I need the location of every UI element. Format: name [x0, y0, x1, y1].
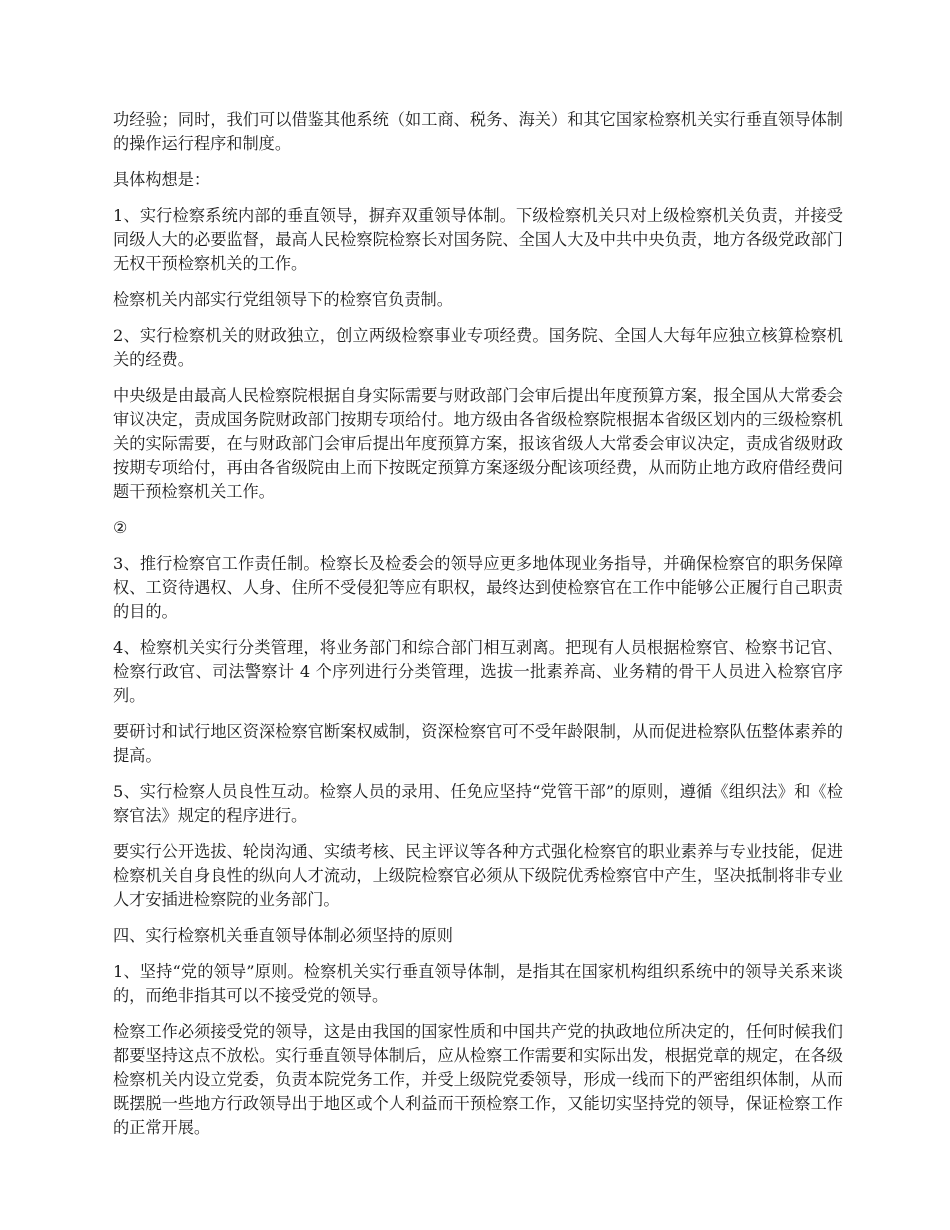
- paragraph-item-2-detail: 中央级是由最高人民检察院根据自身实际需要与财政部门会审后提出年度预算方案，报全国从大常委会审议决定，责成国务院财政部门按期专项给付。地方级由各省级检察院根据本省级区划内的三级检察机关的实际需要，在与财政部门会审后提出年度预算方案，报该省级人大常委会审议决定，责成省级财政按期专项给付，再由各省级院由上而下按既定预算方案逐级分配该项经费，从而防止地方政府借经费问题干预检察机关工作。: [113, 386, 843, 501]
- paragraph-item-5: 5、实行检察人员良性互动。检察人员的录用、任免应坚持“党管干部”的原则，遵循《组织法》和《检察官法》规定的程序进行。: [113, 782, 843, 825]
- paragraph-continuation: 功经验；同时，我们可以借鉴其他系统（如工商、税务、海关）和其它国家检察机关实行垂直领导体制的操作运行程序和制度。: [113, 110, 843, 153]
- paragraph-item-2: 2、实行检察机关的财政独立，创立两级检察事业专项经费。国务院、全国人大每年应独立核算检察机关的经费。: [113, 326, 843, 369]
- footnote-marker: ②: [113, 518, 128, 537]
- paragraph-item-3: 3、推行检察官工作责任制。检察长及检委会的领导应更多地体现业务指导，并确保检察官的职务保障权、工资待遇权、人身、住所不受侵犯等应有职权，最终达到使检察官在工作中能够公正履行自己职责的目的。: [113, 554, 843, 621]
- paragraph-principle-1-detail: 检察工作必须接受党的领导，这是由我国的国家性质和中国共产党的执政地位所决定的，任何时候我们都要坚持这点不放松。实行垂直领导体制后，应从检察工作需要和实际出发，根据党章的规定，在各级检察机关内设立党委，负责本院党务工作，并受上级院党委领导，形成一线而下的严密组织体制，从而既摆脱一些地方行政领导出于地区或个人利益而干预检察工作，又能切实坚持党的领导，保证检察工作的正常开展。: [113, 1022, 843, 1137]
- paragraph-item-1: 1、实行检察系统内部的垂直领导，摒弃双重领导体制。下级检察机关只对上级检察机关负责，并接受同级人大的必要监督，最高人民检察院检察长对国务院、全国人大及中共中央负责，地方各级党政部门无权干预检察机关的工作。: [113, 206, 843, 273]
- section-heading: 四、实行检察机关垂直领导体制必须坚持的原则: [113, 926, 453, 945]
- paragraph-item-1-detail: 检察机关内部实行党组领导下的检察官负责制。: [113, 290, 453, 309]
- paragraph-principle-1: 1、坚持“党的领导”原则。检察机关实行垂直领导体制，是指其在国家机构组织系统中的领导关系来谈的，而绝非指其可以不接受党的领导。: [113, 962, 843, 1005]
- paragraph-outline-intro: 具体构想是：: [113, 170, 211, 189]
- paragraph-item-5-detail: 要实行公开选拔、轮岗沟通、实绩考核、民主评议等各种方式强化检察官的职业素养与专业技能，促进检察机关自身良性的纵向人才流动，上级院检察官必须从下级院优秀检察官中产生，坚决抵制将非专业人才安插进检察院的业务部门。: [113, 842, 843, 909]
- paragraph-item-4: 4、检察机关实行分类管理，将业务部门和综合部门相互剥离。把现有人员根据检察官、检察书记官、检察行政官、司法警察计 4 个序列进行分类管理，选拔一批素养高、业务精的骨干人员进入检察官序列。: [113, 638, 843, 705]
- document-page: [113, 108, 843, 1152]
- paragraph-item-4-detail: 要研讨和试行地区资深检察官断案权威制，资深检察官可不受年龄限制，从而促进检察队伍整体素养的提高。: [113, 722, 843, 765]
